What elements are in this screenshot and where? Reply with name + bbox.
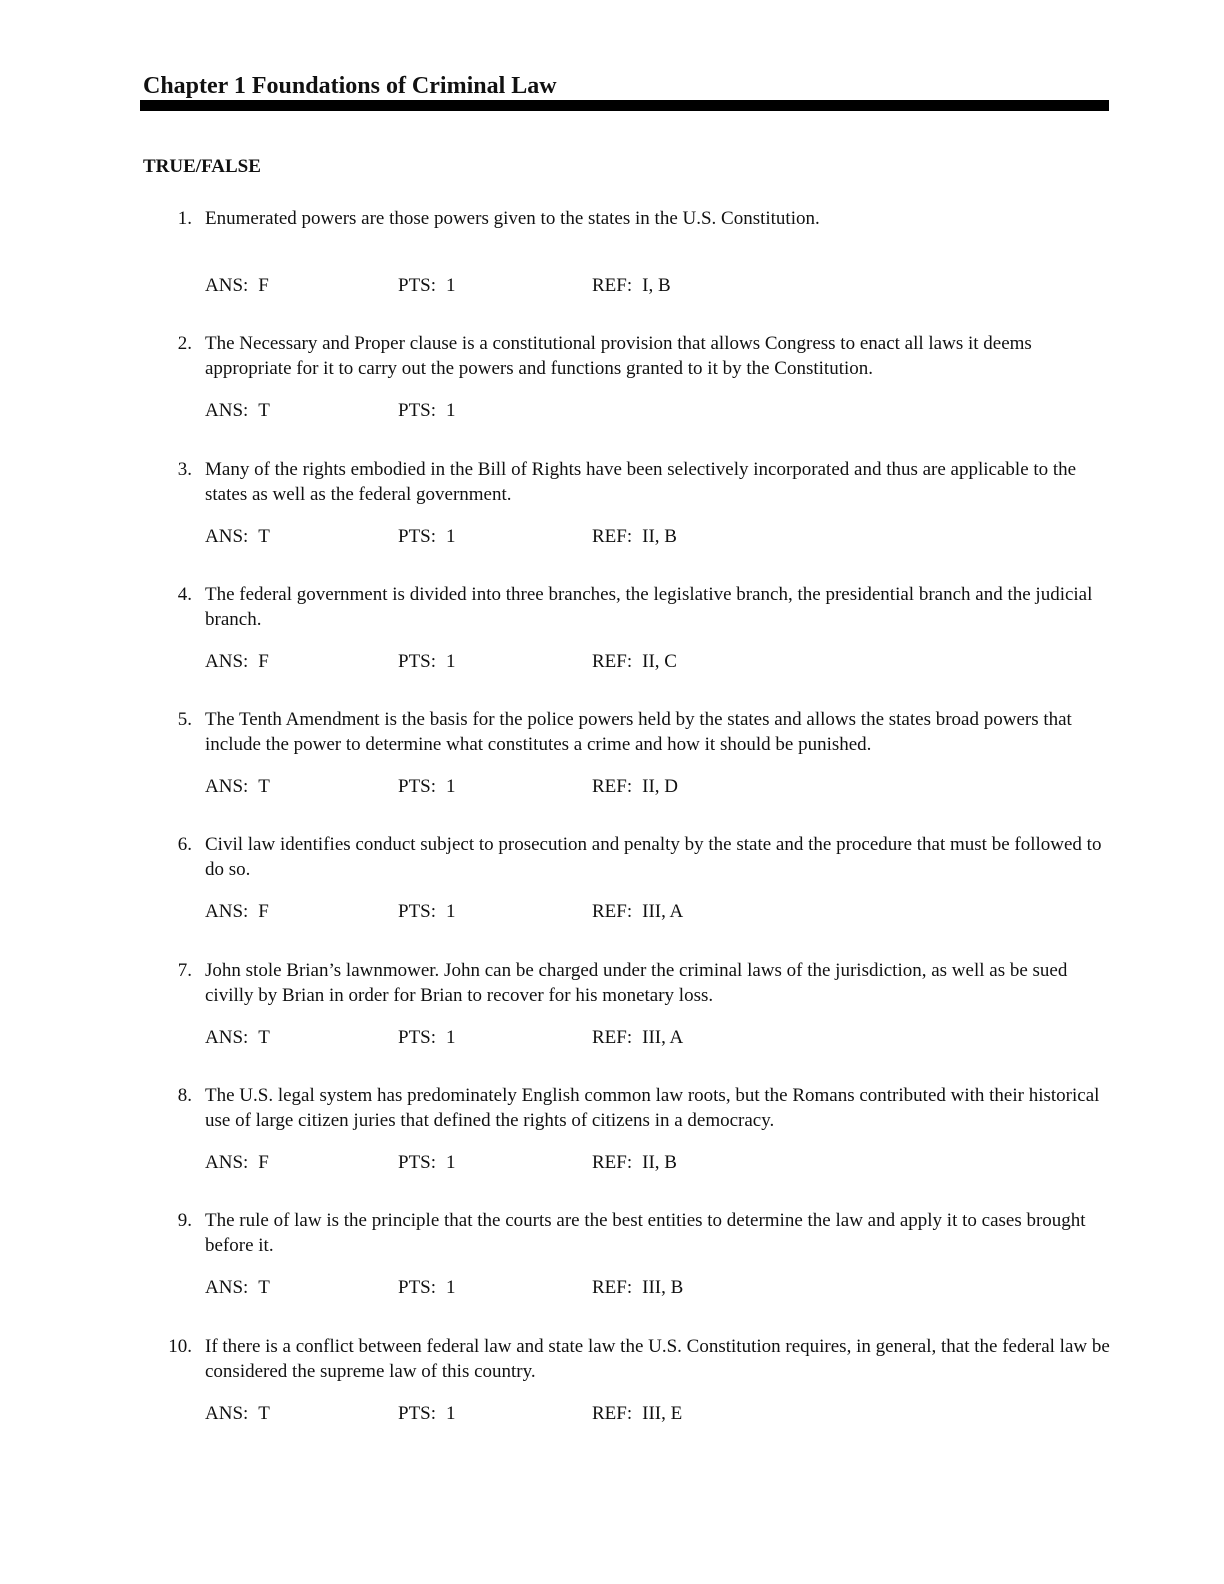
question-number: 6. [177,834,192,856]
answer-field [205,1150,269,1175]
answer-field [205,649,269,674]
answer-label: ANS: [205,901,249,923]
points-field [398,649,456,674]
question-number: 1. [177,208,192,229]
reference-value: III, B [642,1277,684,1299]
reference-field [592,774,678,799]
points-value: 1 [446,650,456,672]
answer-label: ANS: [205,1026,249,1048]
answer-field [205,273,269,298]
question-number: 3. [177,458,192,480]
points-label: PTS: [398,650,437,672]
reference-label: REF: [592,1152,633,1174]
answer-value: F [258,275,269,296]
reference-value: III, A [642,1026,684,1048]
question-text: The rule of law is the principle that the courts are the best entities to determine the law and apply it to cases brought before it. [205,1210,1086,1257]
question-text: The Necessary and Proper clause is a constitutional provision that allows Congress to enact all laws it deems appropriate for it to carry out the powers and functions granted to it by the Constitution. [205,333,1032,380]
answer-meta [205,273,905,298]
question-text: If there is a conflict between federal law and state law the U.S. Constitution requires, in general, that the federal law be considered the supreme law of this country. [205,1335,1110,1382]
points-field [398,398,456,423]
answer-value: T [258,1026,270,1048]
points-field [398,1150,456,1175]
answer-meta [205,1025,905,1050]
points-label: PTS: [398,1152,437,1174]
reference-field [592,1401,682,1426]
answer-meta [205,649,905,674]
question-text: The Tenth Amendment is the basis for the police powers held by the states and allows the states broad powers that include the power to determine what constitutes a crime and how it should be punished. [205,709,1072,756]
answer-value: T [258,776,270,798]
answer-field [205,899,269,924]
answer-meta [205,774,905,799]
reference-label: REF: [592,275,633,296]
answer-value: F [258,1152,269,1174]
answer-value: F [258,650,269,672]
reference-label: REF: [592,901,633,923]
question-item [0,832,1224,957]
question-list [0,206,1224,1459]
points-value: 1 [446,275,456,296]
answer-field [205,1025,270,1050]
points-field [398,524,456,549]
points-field [398,1401,456,1426]
answer-meta [205,1275,905,1300]
question-item [0,582,1224,707]
question-number: 4. [177,583,192,605]
answer-label: ANS: [205,1402,249,1424]
answer-label: ANS: [205,1277,249,1299]
question-item [0,331,1224,456]
reference-field [592,899,683,924]
answer-field [205,1275,270,1300]
points-label: PTS: [398,901,437,923]
answer-value: T [258,1277,270,1299]
reference-label: REF: [592,650,633,672]
points-field [398,774,456,799]
answer-label: ANS: [205,776,249,798]
answer-label: ANS: [205,275,249,296]
question-number: 2. [177,333,192,355]
answer-meta [205,398,905,423]
answer-meta [205,899,905,924]
chapter-title: Chapter 1 Foundations of Criminal Law [143,73,557,99]
points-label: PTS: [398,525,437,547]
reference-value: III, E [642,1402,683,1424]
reference-value: II, B [642,525,677,547]
question-item [0,206,1224,331]
title-rule [140,100,1109,111]
question-number: 9. [177,1210,192,1232]
question-text: Enumerated powers are those powers given to the states in the U.S. Constitution. [205,208,820,229]
points-label: PTS: [398,1402,437,1424]
reference-field [592,1150,677,1175]
points-field [398,1025,456,1050]
points-value: 1 [446,1026,456,1048]
question-text: Civil law identifies conduct subject to prosecution and penalty by the state and the procedure that must be followed to do so. [205,834,1102,881]
points-label: PTS: [398,776,437,798]
points-field [398,899,456,924]
reference-value: III, A [642,901,684,923]
question-item [0,1208,1224,1333]
answer-label: ANS: [205,400,249,422]
question-item [0,457,1224,582]
answer-meta [205,1150,905,1175]
question-number: 10. [168,1335,192,1357]
reference-value: II, D [642,776,679,798]
question-item [0,1334,1224,1459]
question-item [0,707,1224,832]
reference-field [592,1025,683,1050]
answer-meta [205,524,905,549]
points-field [398,1275,456,1300]
answer-field [205,1401,270,1426]
reference-label: REF: [592,525,633,547]
answer-label: ANS: [205,525,249,547]
points-label: PTS: [398,1277,437,1299]
points-label: PTS: [398,400,437,422]
reference-field [592,524,677,549]
reference-label: REF: [592,1277,633,1299]
question-item [0,958,1224,1083]
answer-field [205,524,270,549]
question-number: 7. [177,959,192,981]
answer-value: F [258,901,269,923]
points-value: 1 [446,901,456,923]
question-text: The U.S. legal system has predominately English common law roots, but the Romans contributed with their historical use of large citizen juries that defined the rights of citizens in a democracy. [205,1085,1100,1132]
question-item [0,1083,1224,1208]
section-heading: TRUE/FALSE [143,156,261,177]
question-text: The federal government is divided into three branches, the legislative branch, the presidential branch and the judicial branch. [205,583,1093,630]
question-number: 8. [177,1085,192,1107]
points-value: 1 [446,1277,456,1299]
points-value: 1 [446,1402,456,1424]
answer-field [205,774,270,799]
question-number: 5. [177,709,192,731]
points-label: PTS: [398,275,437,296]
answer-field [205,398,270,423]
points-label: PTS: [398,1026,437,1048]
points-value: 1 [446,1152,456,1174]
points-value: 1 [446,776,456,798]
answer-value: T [258,525,270,547]
reference-label: REF: [592,1026,633,1048]
reference-field [592,1275,683,1300]
answer-value: T [258,1402,270,1424]
points-field [398,273,456,298]
reference-value: II, C [642,650,677,672]
points-value: 1 [446,400,456,422]
reference-field [592,273,671,298]
reference-value: II, B [642,1152,677,1174]
question-text: Many of the rights embodied in the Bill of Rights have been selectively incorporated and thus are applicable to the states as well as the federal government. [205,458,1077,505]
reference-value: I, B [642,275,671,296]
answer-label: ANS: [205,650,249,672]
answer-meta [205,1401,905,1426]
reference-label: REF: [592,1402,633,1424]
reference-label: REF: [592,776,633,798]
question-text: John stole Brian’s lawnmower. John can be charged under the criminal laws of the jurisdiction, as well as be sued civilly by Brian in order for Brian to recover for his monetary loss. [205,959,1068,1006]
points-value: 1 [446,525,456,547]
answer-label: ANS: [205,1152,249,1174]
answer-value: T [258,400,270,422]
reference-field [592,649,677,674]
